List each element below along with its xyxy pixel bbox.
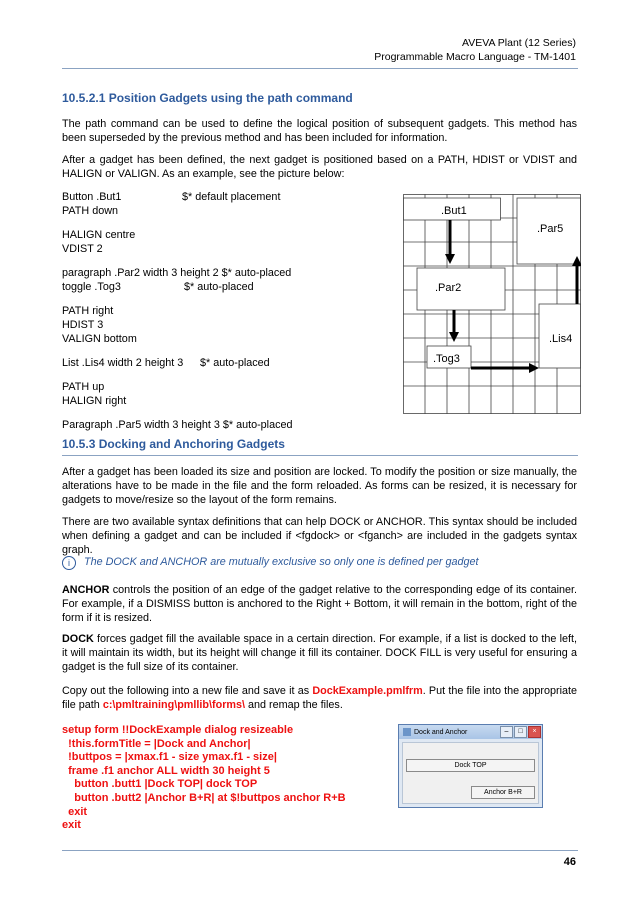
- page-header: [374, 36, 576, 64]
- code-line: PATH right: [62, 305, 114, 317]
- paragraph: After a gadget has been loaded its size and position are locked. To modify the position or size manually, the alterations have to be made in the file and the form reloaded. As forms can be resized, it is necessary for gadgets to move/resize so the layout of the form remains.: [62, 466, 577, 506]
- code-line: PATH up: [62, 381, 105, 393]
- code-line: Paragraph .Par5 width 3 height 3 $* auto-placed: [62, 419, 293, 431]
- but1-label: .But1: [441, 205, 467, 217]
- file-name: DockExample.pmlfrm: [312, 685, 423, 697]
- code-line: Button .But1 $* default placement: [62, 191, 281, 203]
- maximize-button[interactable]: □: [514, 726, 527, 738]
- code-line: PATH down: [62, 205, 119, 217]
- app-icon: [403, 728, 411, 736]
- header-course: Programmable Macro Language - TM-1401: [374, 51, 576, 63]
- par5-label: .Par5: [537, 223, 564, 235]
- info-note: i The DOCK and ANCHOR are mutually exclusive so only one is defined per gadget: [62, 556, 478, 570]
- code-line: HDIST 3: [62, 319, 104, 331]
- section-rule: [62, 455, 578, 456]
- code-line: HALIGN centre: [62, 229, 136, 241]
- paragraph: The path command can be used to define the logical position of subsequent gadgets. This method has been superseded by the previous method and has been included for information.: [62, 118, 577, 144]
- dock-top-button[interactable]: Dock TOP: [406, 759, 535, 772]
- page-number: 46: [563, 856, 576, 868]
- code-line: VALIGN bottom: [62, 333, 137, 345]
- code-block: setup form !!DockExample dialog resizeable !this.formTitle = |Dock and Anchor| !buttpos = |xmax.f1 - size ymax.f1 - size| frame .f1 anchor ALL width 30 height 5 button .butt1 |Dock TOP| dock TOP button .butt2 |Anchor B+R| at $!buttpos anchor R+B exit exit: [62, 724, 346, 832]
- paragraph: DOCK forces gadget fill the available space in a certain direction. For example, if a list is docked to the left, it will maintain its width, but its height will change it fill its container. DOCK FILL is very useful for ensuring a gadget is the full size of its container.: [62, 633, 577, 673]
- path-layout-diagram: [403, 194, 581, 414]
- file-path: c:\pmltraining\pmllib\forms\: [102, 699, 245, 711]
- window-frame: [402, 742, 539, 804]
- section-heading: 10.5.3 Docking and Anchoring Gadgets: [62, 437, 285, 451]
- info-icon: i: [62, 556, 76, 570]
- paragraph: After a gadget has been defined, the next gadget is positioned based on a PATH, HDIST or VDIST and HALIGN or VALIGN. As an example, see the picture below:: [62, 154, 577, 180]
- par2-label: .Par2: [435, 282, 462, 294]
- dock-anchor-window: [398, 724, 543, 808]
- header-rule: [62, 68, 578, 69]
- paragraph: Copy out the following into a new file and save it as DockExample.pmlfrm. Put the file into the appropriate file path c:\pmltraining\pmllib\forms\ and remap the files.: [62, 685, 577, 711]
- paragraph: ANCHOR controls the position of an edge of the gadget relative to the corresponding edge of its container. For example, if a DISMISS button is anchored to the Right + Bottom, it will remain in the bottom, right of the form if it is resized.: [62, 584, 577, 624]
- lis4-label: .Lis4: [549, 333, 573, 345]
- code-line: HALIGN right: [62, 395, 127, 407]
- code-line: toggle .Tog3 $* auto-placed: [62, 281, 254, 293]
- window-title: Dock and Anchor: [414, 728, 468, 736]
- code-line: paragraph .Par2 width 3 height 2 $* auto-placed: [62, 267, 292, 279]
- window-titlebar: [399, 725, 542, 739]
- paragraph: There are two available syntax definitions that can help DOCK or ANCHOR. This syntax should be included when defining a gadget and can be included if <fgdock> or <fganch> are included in the gadgets syntax graph.: [62, 516, 577, 556]
- anchor-br-button[interactable]: Anchor B+R: [471, 786, 535, 799]
- code-line: VDIST 2: [62, 243, 103, 255]
- code-line: List .Lis4 width 2 height 3 $* auto-placed: [62, 357, 270, 369]
- close-button[interactable]: ×: [528, 726, 541, 738]
- minimize-button[interactable]: –: [500, 726, 513, 738]
- tog3-label: .Tog3: [433, 353, 460, 365]
- footer-rule: [62, 850, 578, 851]
- section-heading: 10.5.2.1 Position Gadgets using the path command: [62, 91, 353, 105]
- header-product: AVEVA Plant (12 Series): [462, 37, 576, 49]
